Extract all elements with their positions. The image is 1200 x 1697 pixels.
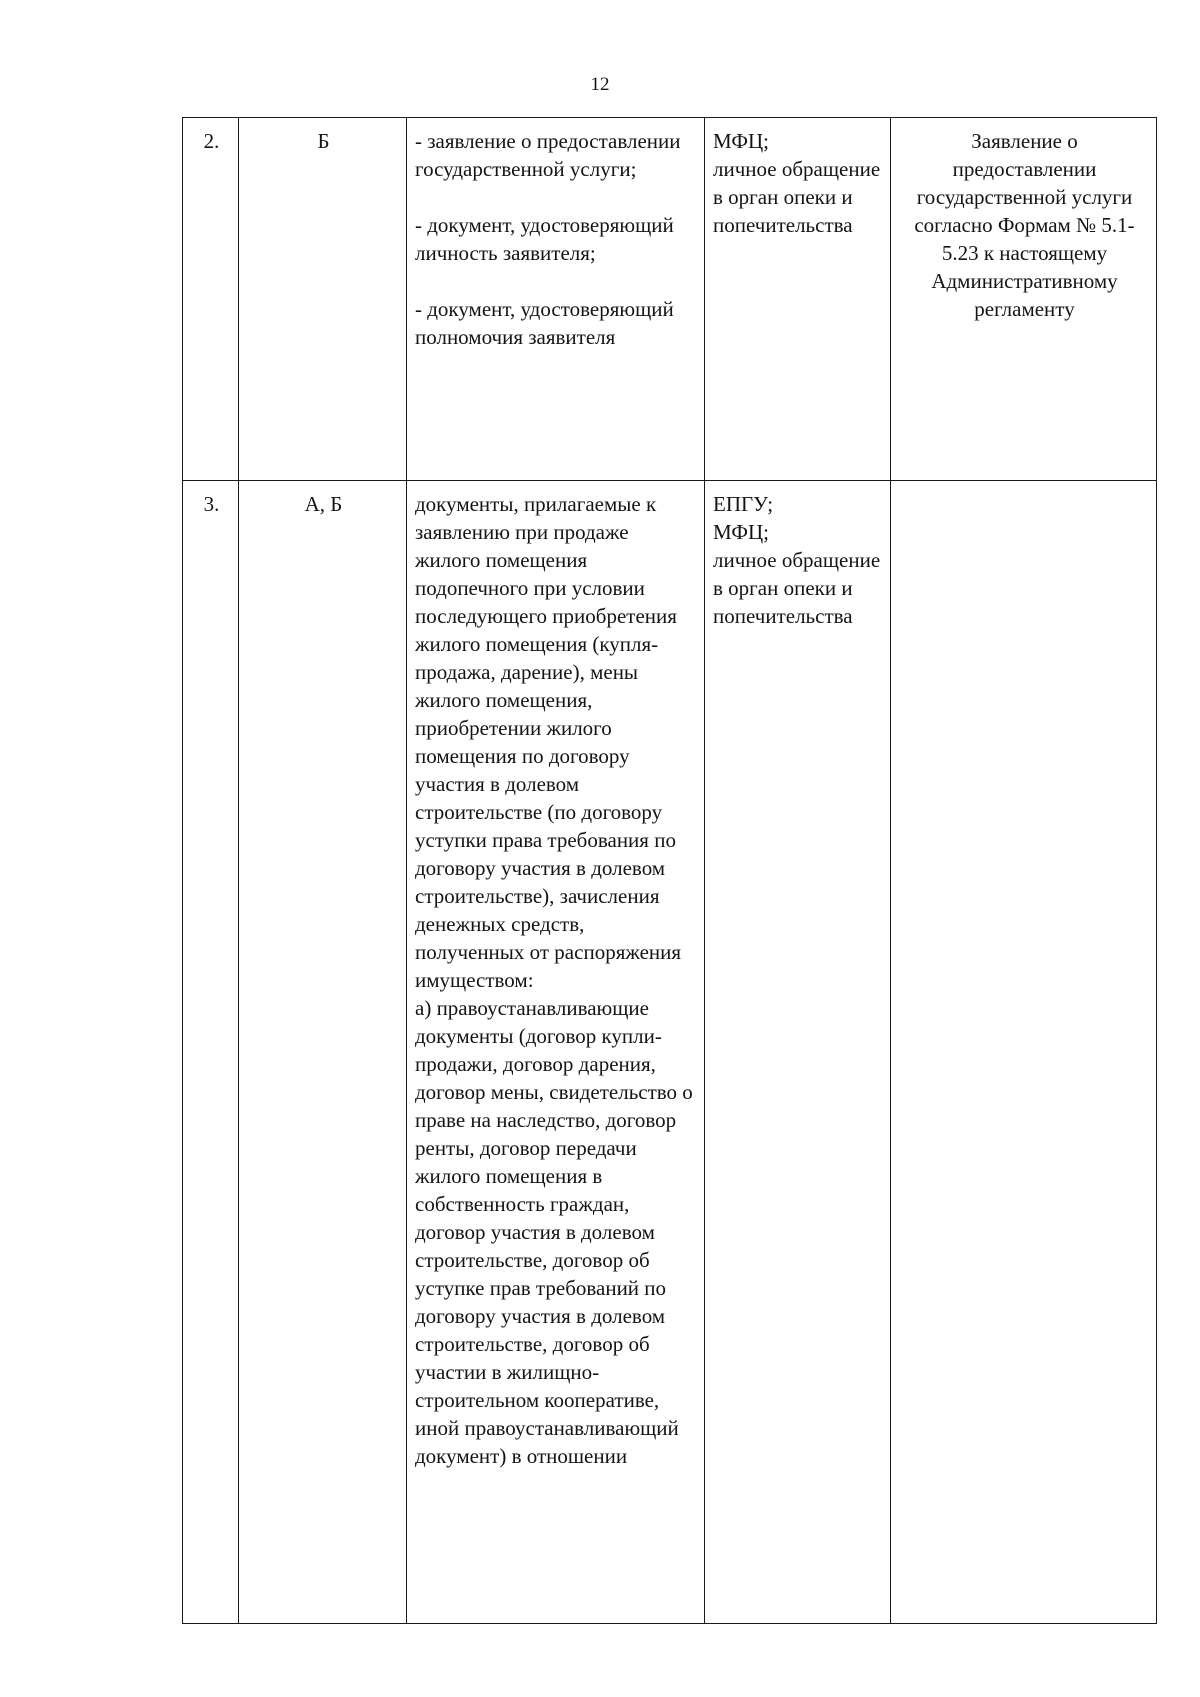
- table-row: [183, 118, 1157, 481]
- channel-item: МФЦ;: [713, 129, 769, 153]
- documents-cell: [407, 481, 705, 1624]
- form-cell: [891, 481, 1157, 1624]
- document-table: [182, 117, 1157, 1624]
- form-cell: Заявление о предоставлении государственной услуги согласно Формам № 5.1-5.23 к настоящему Административному регламенту: [891, 118, 1157, 481]
- document-item: - документ, удостоверяющий личность заявителя;: [415, 213, 674, 265]
- document-item: а) правоустанавливающие документы (договор купли-продажи, договор дарения, договор мены, свидетельство о праве на наследство, договор ренты, договор передачи жилого помещения в собственность граждан, договор участия в долевом строительстве, договор об уступке прав требований по договору участия в долевом строительстве, договор об участии в жилищно-строительном кооперативе, иной правоустанавливающий документ) в отношении: [415, 996, 693, 1468]
- documents-cell: [407, 118, 705, 481]
- applicant-category: А, Б: [239, 481, 407, 1624]
- table-row: [183, 481, 1157, 1624]
- channel-item: МФЦ;: [713, 520, 769, 544]
- submission-channels-cell: [705, 118, 891, 481]
- channel-item: личное обращение в орган опеки и попечительства: [713, 157, 881, 237]
- document-item: - документ, удостоверяющий полномочия заявителя: [415, 297, 674, 349]
- channel-item: ЕПГУ;: [713, 492, 774, 516]
- page-number: 12: [590, 74, 610, 95]
- submission-channels-cell: [705, 481, 891, 1624]
- channel-item: личное обращение в орган опеки и попечительства: [713, 548, 881, 628]
- row-number: 3.: [183, 481, 239, 1624]
- row-number: 2.: [183, 118, 239, 481]
- document-item: документы, прилагаемые к заявлению при продаже жилого помещения подопечного при условии последующего приобретения жилого помещения (купля-продажа, дарение), мены жилого помещения, приобретении жилого помещения по договору участия в долевом строительстве (по договору уступки права требования по договору участия в долевом строительстве), зачисления денежных средств, полученных от распоряжения имуществом:: [415, 492, 682, 992]
- applicant-category: Б: [239, 118, 407, 481]
- document-item: - заявление о предоставлении государственной услуги;: [415, 129, 681, 181]
